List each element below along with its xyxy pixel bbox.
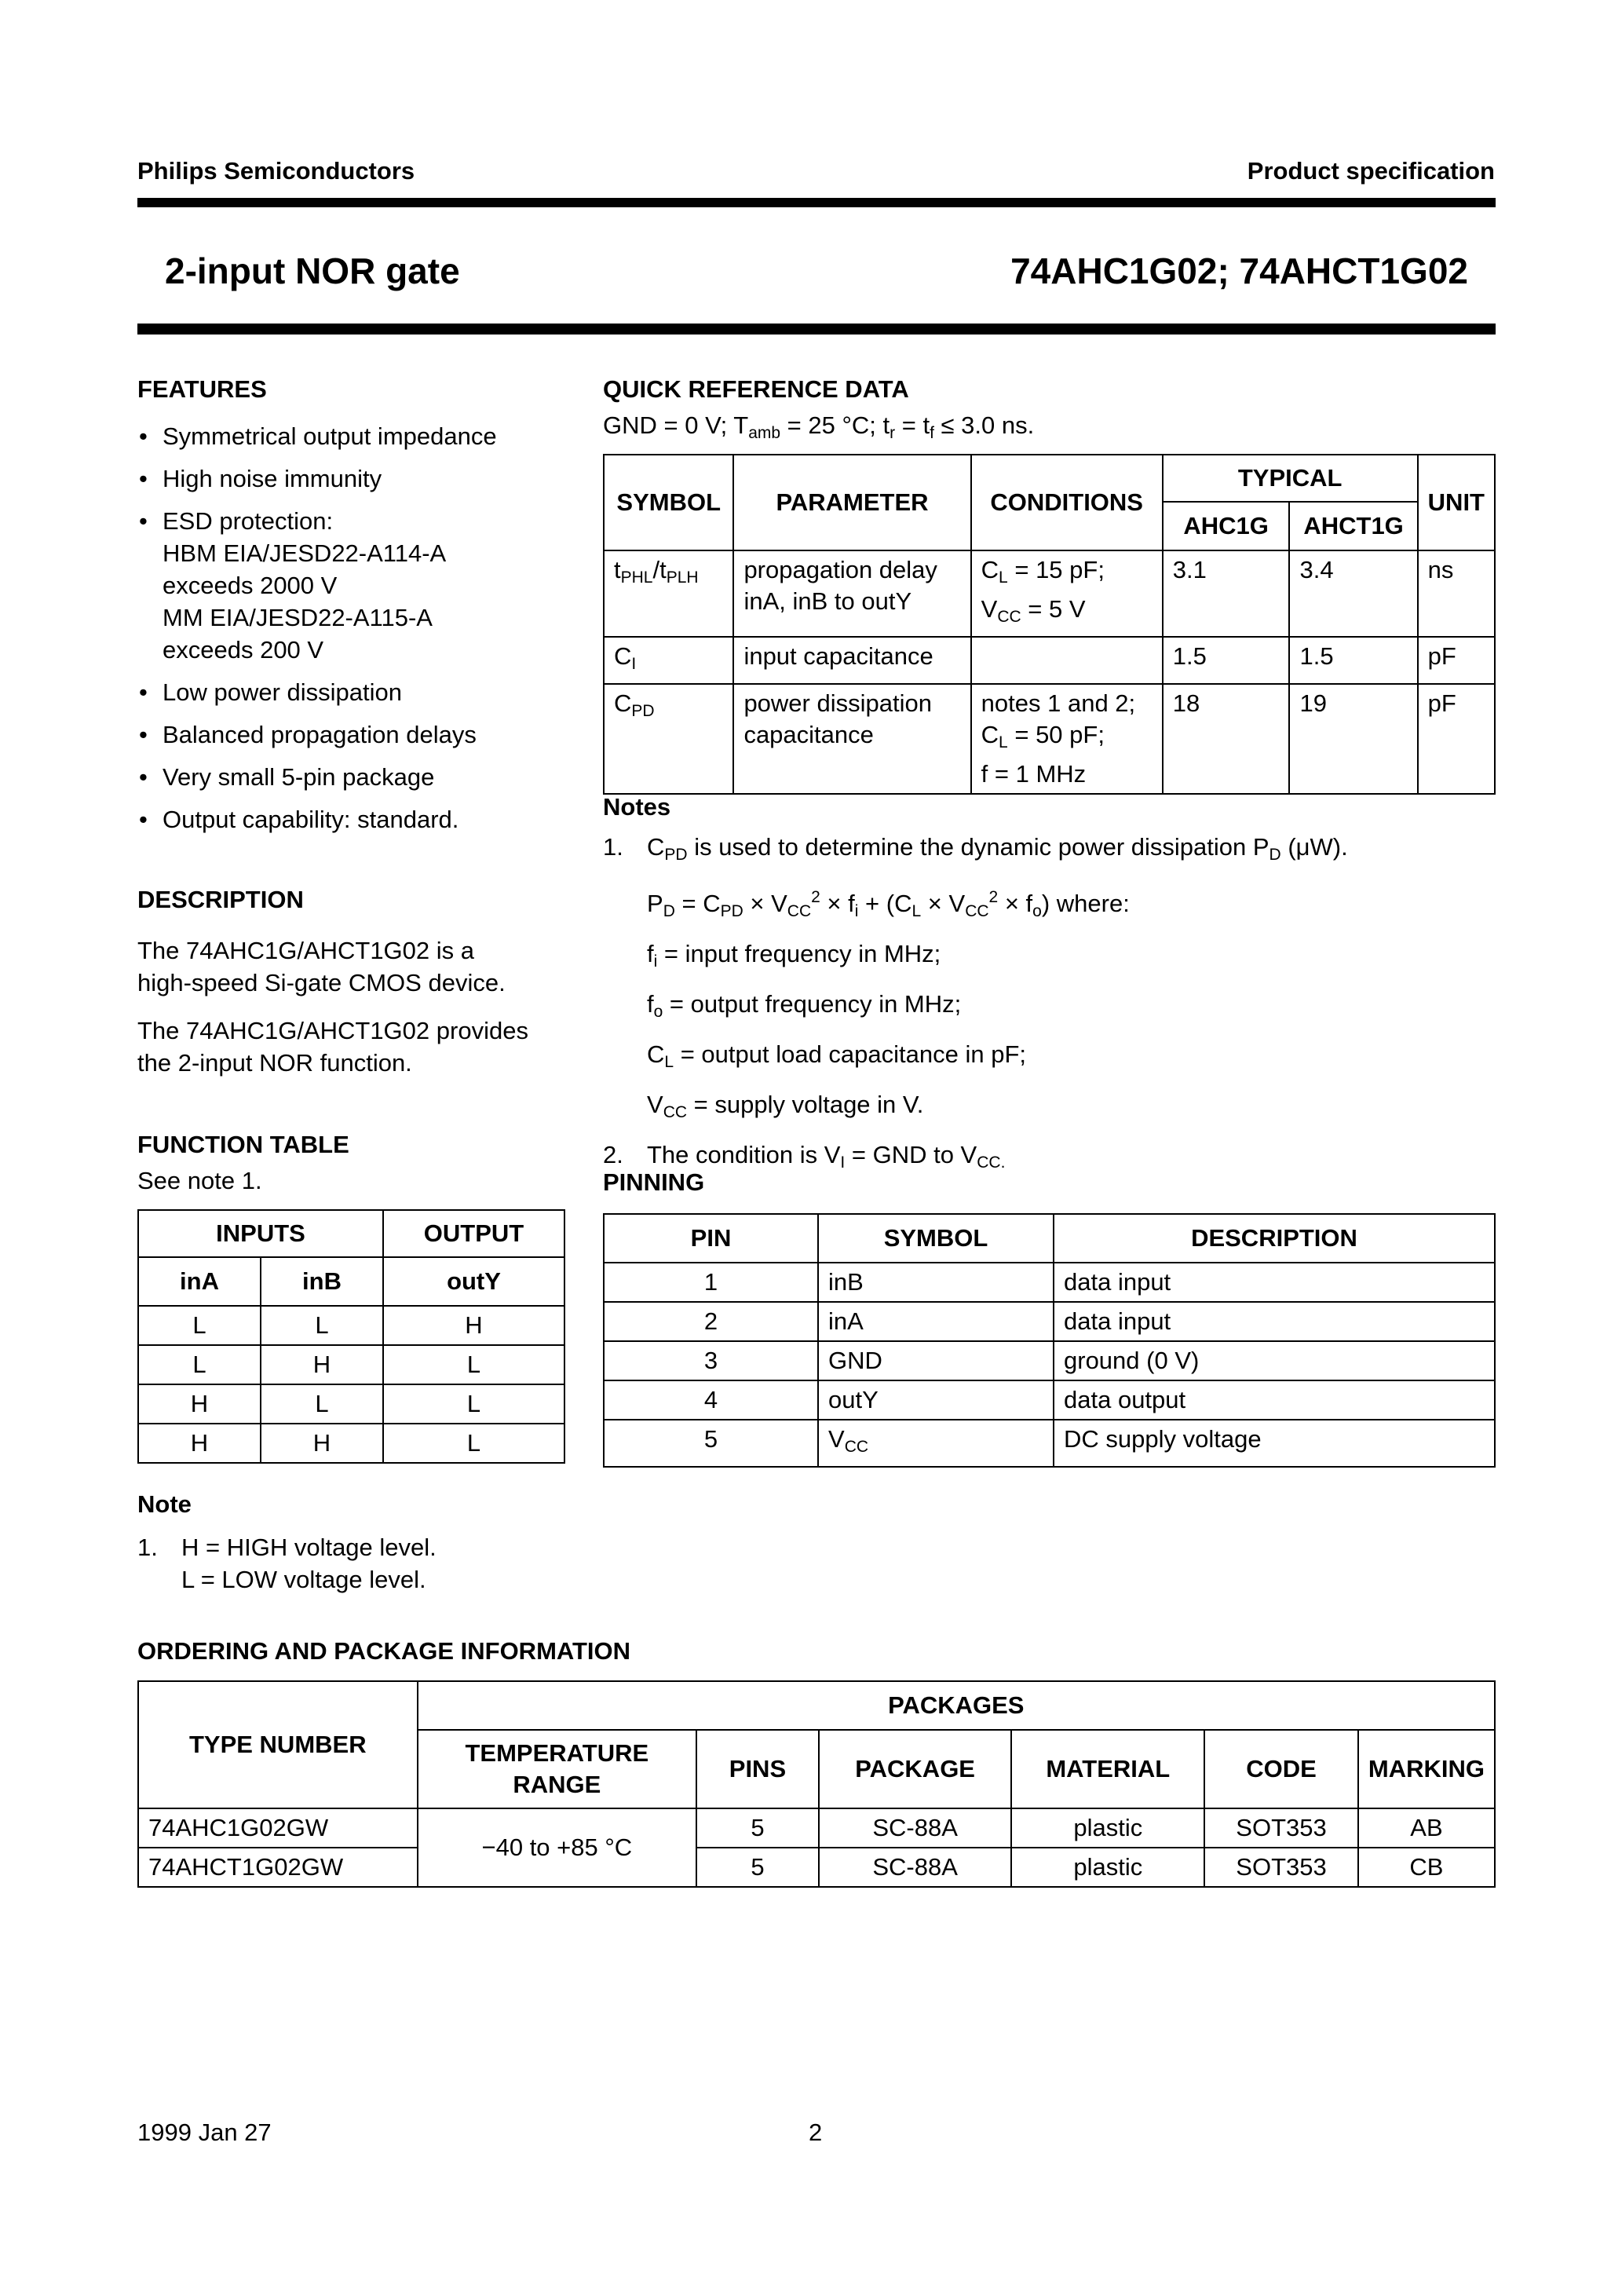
pin-description-header: DESCRIPTION <box>1054 1214 1495 1263</box>
table-row <box>604 1380 1495 1420</box>
table-row <box>138 1306 564 1345</box>
cell: outY <box>818 1380 1054 1420</box>
feature-item: • ESD protection: HBM EIA/JESD22-A114-A exceeds 2000 V MM EIA/JESD22-A115-A exceeds 200 V <box>139 507 447 664</box>
symbol-cell: $t_{PHL}/t_{PLH}$ <box>604 550 733 637</box>
symbol-cell: $C_I$ <box>604 637 733 684</box>
company-name: Philips Semiconductors <box>137 157 415 185</box>
cell: L <box>261 1306 383 1345</box>
quick-ref-heading: QUICK REFERENCE DATA <box>603 375 909 403</box>
marking-header: MARKING <box>1358 1730 1495 1808</box>
cell: H <box>138 1384 261 1424</box>
cell: SOT353 <box>1204 1848 1358 1887</box>
description-paragraph-2: The 74AHC1G/AHCT1G02 provides the 2-input NOR function. <box>137 1017 528 1077</box>
cell: inA <box>818 1302 1054 1341</box>
cell: GND <box>818 1341 1054 1380</box>
type-number-header: TYPE NUMBER <box>138 1681 418 1808</box>
cell: SC-88A <box>819 1808 1012 1848</box>
table-row <box>604 1302 1495 1341</box>
unit-cell: pF <box>1418 637 1495 684</box>
code-header: CODE <box>1204 1730 1358 1808</box>
cell: 74AHC1G02GW <box>138 1808 418 1848</box>
cell: inB <box>818 1263 1054 1302</box>
ahct-value-cell: 1.5 <box>1289 637 1417 684</box>
page-title: 2-input NOR gate <box>165 250 460 291</box>
cell: data input <box>1054 1263 1495 1302</box>
ahc-value-cell: 1.5 <box>1163 637 1290 684</box>
pinning-table <box>603 1213 1496 1468</box>
cell: 5 <box>604 1420 818 1467</box>
pins-header: PINS <box>696 1730 819 1808</box>
function-table <box>137 1209 565 1464</box>
footer-date: 1999 Jan 27 <box>137 2119 272 2146</box>
cell: L <box>261 1384 383 1424</box>
temperature-cell: −40 to +85 °C <box>418 1808 697 1887</box>
pinning-heading: PINNING <box>603 1168 705 1196</box>
pin-header: PIN <box>604 1214 818 1263</box>
parameter-cell: propagation delay inA, inB to outY <box>733 550 970 637</box>
unit-cell: pF <box>1418 684 1495 794</box>
table-row <box>604 550 1495 637</box>
table-row <box>604 1263 1495 1302</box>
package-header: PACKAGE <box>819 1730 1012 1808</box>
cell: 74AHCT1G02GW <box>138 1848 418 1887</box>
cell: 1 <box>604 1263 818 1302</box>
function-table-heading: FUNCTION TABLE <box>137 1131 349 1158</box>
cell: H <box>261 1345 383 1384</box>
function-note: 1. <box>137 1534 158 1561</box>
table-row <box>138 1424 564 1463</box>
col-ina-header: inA <box>138 1257 261 1306</box>
cell: plastic <box>1011 1808 1204 1848</box>
cell: SC-88A <box>819 1848 1012 1887</box>
cell: data input <box>1054 1302 1495 1341</box>
cell: 5 <box>696 1848 819 1887</box>
col-outy-header: outY <box>383 1257 564 1306</box>
inputs-group-header: INPUTS <box>138 1210 383 1257</box>
output-group-header: OUTPUT <box>383 1210 564 1257</box>
typical-header: TYPICAL <box>1163 455 1418 502</box>
table-row <box>604 1341 1495 1380</box>
parameter-header: PARAMETER <box>733 455 970 550</box>
ahc-value-cell: 18 <box>1163 684 1290 794</box>
table-row <box>138 1345 564 1384</box>
temperature-header: TEMPERATURE RANGE <box>418 1730 697 1808</box>
unit-header: UNIT <box>1418 455 1495 550</box>
ahc-value-cell: 3.1 <box>1163 550 1290 637</box>
ordering-table <box>137 1680 1496 1888</box>
packages-header: PACKAGES <box>418 1681 1495 1730</box>
parameter-cell: input capacitance <box>733 637 970 684</box>
title-rule <box>137 324 1496 335</box>
note-item: 2. The condition is $V_I$ = GND to $V_{CC.}$ <box>603 1141 1006 1172</box>
ahct-header: AHCT1G <box>1289 502 1417 550</box>
ahct-value-cell: 19 <box>1289 684 1417 794</box>
feature-item: • High noise immunity <box>139 465 382 492</box>
notes-list <box>603 826 1496 1184</box>
document-type: Product specification <box>1247 157 1495 185</box>
conditions-header: CONDITIONS <box>971 455 1163 550</box>
cell: L <box>138 1306 261 1345</box>
feature-item: • Output capability: standard. <box>139 806 459 833</box>
cell: $V_{CC}$ <box>818 1420 1054 1467</box>
cell: ground (0 V) <box>1054 1341 1495 1380</box>
material-header: MATERIAL <box>1011 1730 1204 1808</box>
conditions-cell <box>971 637 1163 684</box>
pin-symbol-header: SYMBOL <box>818 1214 1054 1263</box>
cell: CB <box>1358 1848 1495 1887</box>
cell: 3 <box>604 1341 818 1380</box>
cell: L <box>383 1424 564 1463</box>
quick-ref-conditions: GND = 0 V; $T_{amb} = 25$ °C; $t_r = t_f \le 3.0$ ns. <box>603 411 1035 442</box>
table-row <box>604 637 1495 684</box>
cell: 4 <box>604 1380 818 1420</box>
cell: H <box>261 1424 383 1463</box>
note-item: 1. $C_{PD}$ is used to determine the dynamic power dissipation $P_D$ (μW). $P_D = C_{PD} \times V_{CC}^2 \times f_i + (C_L \times V_{CC}^2 \times f_o)$ where: $f_i$ = input frequency in MHz; $f_o$ = output frequency in MHz; $C_L$ = output load capacitance in pF; $V_{CC}$ = supply voltage in V. <box>603 833 1348 1121</box>
header-rule <box>137 198 1496 207</box>
feature-item: • Low power dissipation <box>139 678 403 706</box>
feature-item: • Very small 5-pin package <box>139 763 435 791</box>
cell: L <box>138 1345 261 1384</box>
quick-reference-table <box>603 454 1496 795</box>
conditions-cell: $C_L = 15$ pF; $V_{CC} = 5$ V <box>971 550 1163 637</box>
footer-page-number: 2 <box>809 2119 823 2146</box>
cell: plastic <box>1011 1848 1204 1887</box>
cell: L <box>383 1345 564 1384</box>
table-row <box>138 1384 564 1424</box>
function-note-heading: Note <box>137 1490 192 1518</box>
cell: 2 <box>604 1302 818 1341</box>
cell: H <box>383 1306 564 1345</box>
features-list <box>137 420 577 846</box>
col-inb-header: inB <box>261 1257 383 1306</box>
cell: SOT353 <box>1204 1808 1358 1848</box>
symbol-header: SYMBOL <box>604 455 733 550</box>
function-note-text: H = HIGH voltage level. L = LOW voltage level. <box>181 1534 437 1593</box>
symbol-cell: $C_{PD}$ <box>604 684 733 794</box>
cell: L <box>383 1384 564 1424</box>
feature-item: • Symmetrical output impedance <box>139 422 497 450</box>
cell: H <box>138 1424 261 1463</box>
ahc-header: AHC1G <box>1163 502 1290 550</box>
cell: AB <box>1358 1808 1495 1848</box>
table-row <box>604 684 1495 794</box>
ordering-heading: ORDERING AND PACKAGE INFORMATION <box>137 1637 631 1665</box>
ahct-value-cell: 3.4 <box>1289 550 1417 637</box>
parameter-cell: power dissipation capacitance <box>733 684 970 794</box>
table-row <box>138 1848 1495 1887</box>
cell: data output <box>1054 1380 1495 1420</box>
feature-item: • Balanced propagation delays <box>139 721 477 748</box>
function-table-see-note: See note 1. <box>137 1167 262 1194</box>
notes-heading: Notes <box>603 793 671 821</box>
cell: 5 <box>696 1808 819 1848</box>
part-numbers: 74AHC1G02; 74AHCT1G02 <box>1010 250 1468 291</box>
conditions-cell: notes 1 and 2; $C_L = 50$ pF; f = 1 MHz <box>971 684 1163 794</box>
table-row <box>138 1808 1495 1848</box>
unit-cell: ns <box>1418 550 1495 637</box>
description-heading: DESCRIPTION <box>137 886 304 913</box>
table-row <box>604 1420 1495 1467</box>
features-heading: FEATURES <box>137 375 267 403</box>
cell: DC supply voltage <box>1054 1420 1495 1467</box>
description-paragraph-1: The 74AHC1G/AHCT1G02 is a high-speed Si-gate CMOS device. <box>137 937 506 996</box>
